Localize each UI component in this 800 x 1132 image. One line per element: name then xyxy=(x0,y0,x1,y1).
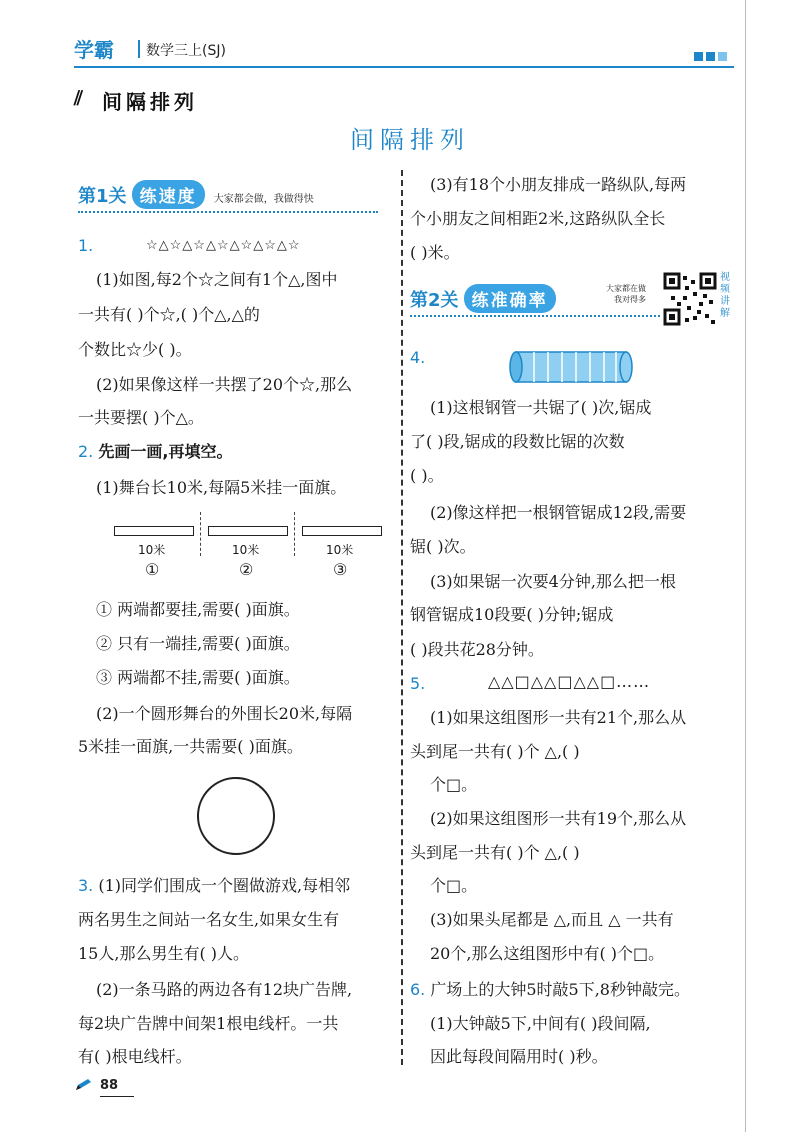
question-text: (1)大钟敲5下,中间有( )段间隔, xyxy=(430,1014,651,1033)
question-text: (2)一条马路的两边各有12块广告牌, xyxy=(96,980,353,999)
stage-ruler xyxy=(208,526,288,536)
divider-line xyxy=(200,512,201,556)
question-text: ( )米。 xyxy=(410,243,460,262)
level-note: 大家都在做 xyxy=(606,284,646,293)
question-text: 个□。 xyxy=(430,876,478,895)
qr-code-icon[interactable] xyxy=(663,272,717,326)
question-text: 个数比☆少( )。 xyxy=(78,340,192,359)
question-text: ② 只有一端挂,需要( )面旗。 xyxy=(96,634,300,653)
question-text: ③ 两端都不挂,需要( )面旗。 xyxy=(96,668,300,687)
question-text: 头到尾一共有( )个 △,( ) xyxy=(410,843,580,862)
banner-underline xyxy=(78,211,378,213)
triangle-square-pattern: △△□△△□△△□…… xyxy=(488,672,651,691)
steel-pipe-figure xyxy=(508,348,634,386)
header-rule xyxy=(74,66,734,68)
page-title: 间隔排列 xyxy=(350,126,470,154)
brand-logo: 学霸 xyxy=(74,38,114,62)
ruler-label: 10米 xyxy=(138,543,166,557)
star-triangle-pattern: ☆△☆△☆△☆△☆△☆△☆ xyxy=(146,238,301,253)
question-text: ① 两端都要挂,需要( )面旗。 xyxy=(96,600,300,619)
question-text: 15人,那么男生有( )人。 xyxy=(78,944,250,963)
question-heading: 2. 先画一画,再填空。 xyxy=(78,442,233,461)
ruler-mark: ① xyxy=(145,560,160,579)
question-text: (1)这根钢管一共锯了( )次,锯成 xyxy=(430,398,652,417)
stage-ruler xyxy=(302,526,382,536)
question-text: (3)如果锯一次要4分钟,那么把一根 xyxy=(430,572,676,591)
header-square-icon xyxy=(718,52,727,61)
question-text: 钢管锯成10段要( )分钟;锯成 xyxy=(410,605,614,624)
question-text: 20个,那么这组图形中有( )个□。 xyxy=(430,944,665,963)
video-explanation-label: 视频讲解 xyxy=(720,272,730,319)
question-text: (2)像这样把一根钢管锯成12段,需要 xyxy=(430,503,687,522)
section-title: 间隔排列 xyxy=(102,90,198,114)
question-text: ( )。 xyxy=(410,466,444,485)
question-text: 每2块广告牌中间架1根电线杆。一共 xyxy=(78,1014,339,1033)
level-label: 第1关 xyxy=(78,186,127,207)
question-text: (1)如图,每2个☆之间有1个△,图中 xyxy=(96,270,338,289)
double-slash-icon: ⫽ xyxy=(74,86,83,110)
ruler-label: 10米 xyxy=(232,543,260,557)
question-text: 锯( )次。 xyxy=(410,537,476,556)
question-text: (2)如果像这样一共摆了20个☆,那么 xyxy=(96,375,353,394)
question-text: 因此每段间隔用时( )秒。 xyxy=(430,1047,608,1066)
question-text: (3)如果头尾都是 △,而且 △ 一共有 xyxy=(430,910,674,929)
question-text: 3. (1)同学们围成一个圈做游戏,每相邻 xyxy=(78,876,351,895)
header-square-icon xyxy=(694,52,703,61)
ruler-mark: ② xyxy=(239,560,254,579)
question-text: 5米挂一面旗,一共需要( )面旗。 xyxy=(78,737,303,756)
circle-stage-figure xyxy=(194,774,278,858)
page-edge xyxy=(745,0,746,1132)
question-text: (1)如果这组图形一共有21个,那么从 xyxy=(430,708,687,727)
footer-rule xyxy=(100,1096,134,1097)
question-text: (2)如果这组图形一共有19个,那么从 xyxy=(430,809,687,828)
pencil-icon xyxy=(74,1078,94,1092)
book-title: 数学三上(SJ) xyxy=(146,43,226,59)
level-note: 大家都会做，我做得快 xyxy=(213,194,314,205)
page-number: 88 xyxy=(100,1078,119,1093)
question-text: (2)一个圆形舞台的外围长20米,每隔 xyxy=(96,704,353,723)
header-square-icon xyxy=(706,52,715,61)
question-text: 有( )根电线杆。 xyxy=(78,1047,192,1066)
question-text: 个□。 xyxy=(430,775,478,794)
question-text: 6. 广场上的大钟5时敲5下,8秒钟敲完。 xyxy=(410,980,690,999)
question-text: 头到尾一共有( )个 △,( ) xyxy=(410,742,580,761)
ruler-mark: ③ xyxy=(333,560,348,579)
header-divider xyxy=(138,40,140,58)
level-badge: 练速度 xyxy=(132,180,205,209)
divider-line xyxy=(294,512,295,556)
question-text: 一共有( )个☆,( )个△,△的 xyxy=(78,305,260,324)
stage-ruler xyxy=(114,526,194,536)
question-text: 个小朋友之间相距2米,这路纵队全长 xyxy=(410,209,666,228)
ruler-label: 10米 xyxy=(326,543,354,557)
question-number: 1. xyxy=(78,236,94,255)
level-label: 第2关 xyxy=(410,290,459,311)
column-divider xyxy=(401,170,403,1065)
level-badge: 练准确率 xyxy=(464,284,556,313)
level-note: 我对得多 xyxy=(614,295,646,304)
question-number: 5. xyxy=(410,674,426,693)
question-text: 一共要摆( )个△。 xyxy=(78,408,204,427)
banner-underline xyxy=(410,315,660,317)
question-text: 了( )段,锯成的段数比锯的次数 xyxy=(410,432,625,451)
question-text: 两名男生之间站一名女生,如果女生有 xyxy=(78,910,340,929)
question-text: (1)舞台长10米,每隔5米挂一面旗。 xyxy=(96,478,347,497)
question-number: 4. xyxy=(410,348,426,367)
level1-banner xyxy=(78,180,396,213)
question-text: ( )段共花28分钟。 xyxy=(410,640,544,659)
question-text: (3)有18个小朋友排成一路纵队,每两 xyxy=(430,175,687,194)
